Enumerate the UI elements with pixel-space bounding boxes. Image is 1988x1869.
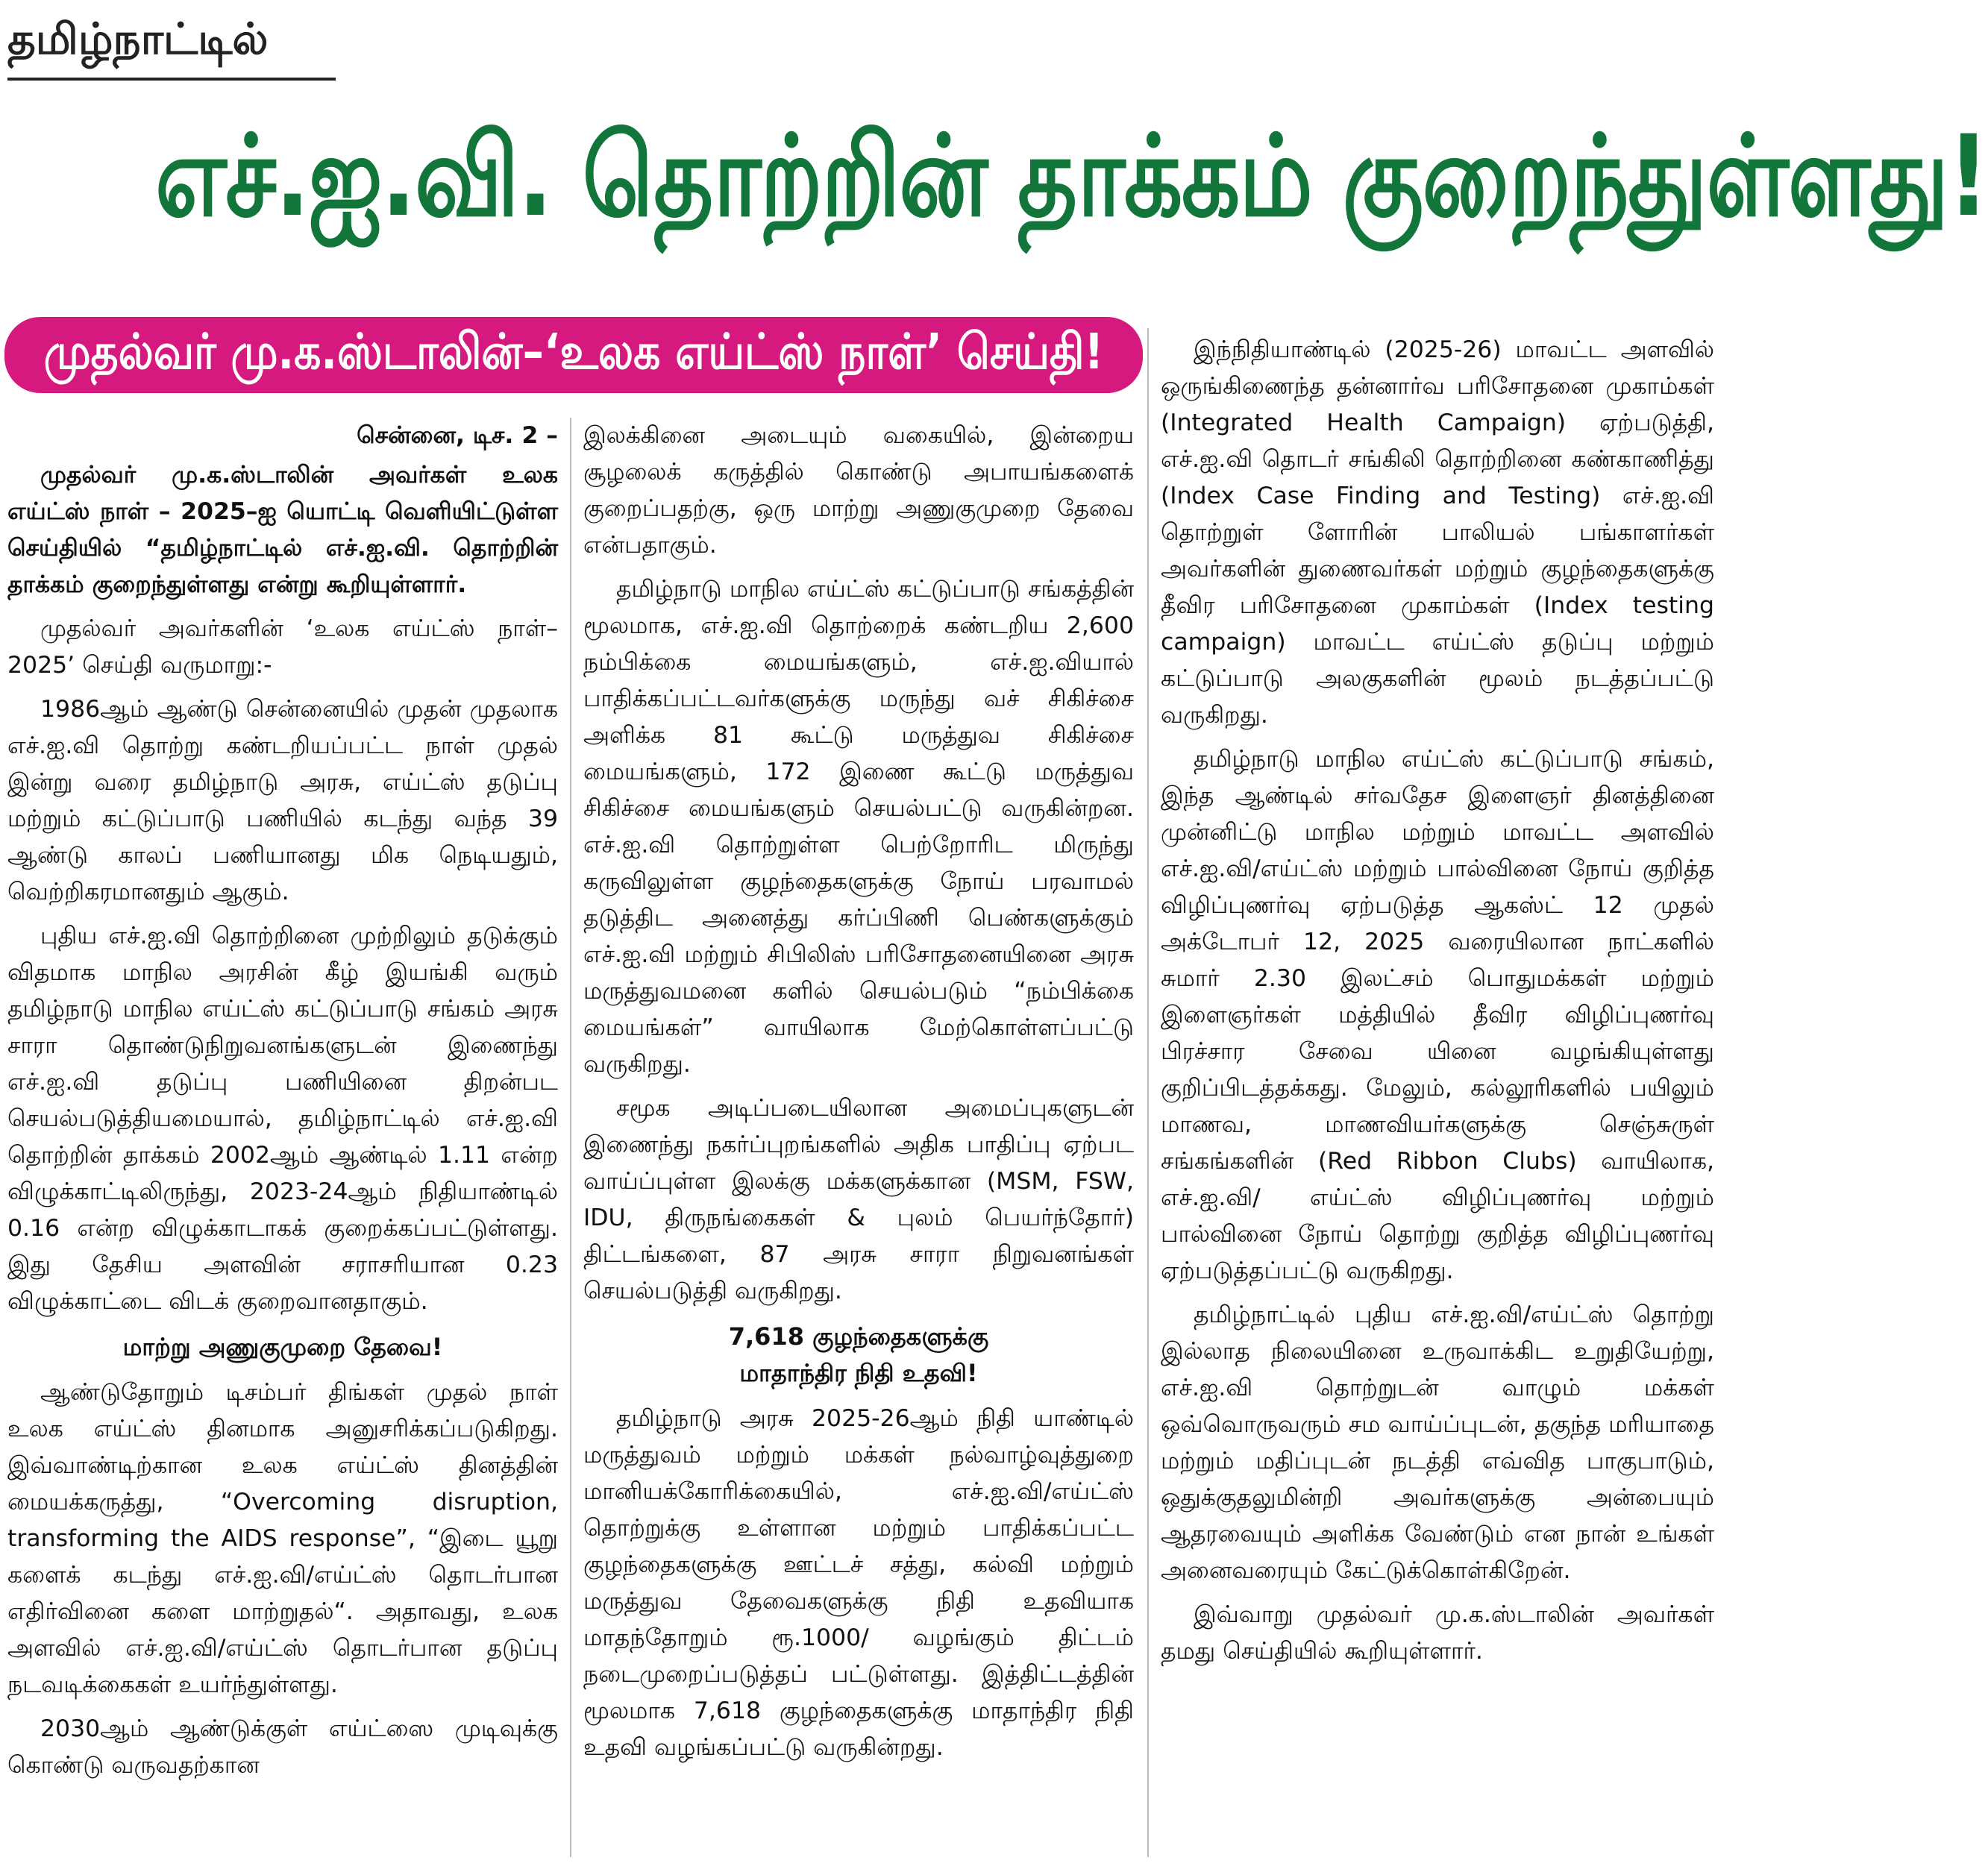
lead-paragraph: முதல்வர் மு.க.ஸ்டாலின் அவர்கள் உலக எய்ட்ஸ் நாள் – 2025–ஐ யொட்டி வெளியிட்டுள்ள செய்தியில் “தமிழ்நாட்டில் எச்.ஐ.வி. தொற்றின் தாக்கம் குறைந்துள்ளது என்று கூறியுள்ளார். [7,462,558,598]
paragraph: தமிழ்நாட்டில் புதிய எச்.ஐ.வி/எய்ட்ஸ் தொற்று இல்லாத நிலையினை உருவாக்கிட உறுதியேற்று, எச்.ஐ.வி தொற்றுடன் வாழும் மக்கள் ஒவ்வொருவரும் சம வாய்ப்புடன், தகுந்த மரியாதை மற்றும் மதிப்புடன் நடத்தி எவ்வித பாகுபாடும், ஒதுக்குதலுமின்றி அவர்களுக்கு அன்பையும் ஆதரவையும் அளிக்க வேண்டும் என நான் உங்கள் அனைவரையும் கேட்டுக்கொள்கிறேன். [1161,1301,1714,1584]
article-column-3 [1161,332,1714,1677]
headline: எச்.ஐ.வி. தொற்றின் தாக்கம் குறைந்துள்ளது! [154,112,1988,242]
paragraph: 1986ஆம் ஆண்டு சென்னையில் முதன் முதலாக எச்.ஐ.வி தொற்று கண்டறியப்பட்ட நாள் முதல் இன்று வரை தமிழ்நாடு அரசு, எய்ட்ஸ் தடுப்பு மற்றும் கட்டுப்பாடு பணியில் கடந்து வந்த 39 ஆண்டு காலப் பணியானது மிக நெடியதும், வெற்றிகரமானதும் ஆகும். [7,696,558,905]
article-column-1 [7,418,558,1791]
paragraph: முதல்வர் அவர்களின் ‘உலக எய்ட்ஸ் நாள்– 2025’ செய்தி வருமாறு:- [7,615,558,679]
section-subhead: மாற்று அணுகுமுறை தேவை! [122,1333,443,1361]
subheadline-banner [4,317,1143,393]
section-kicker: தமிழ்நாட்டில் [7,13,336,81]
dateline: சென்னை, டிச. 2 – [357,422,558,449]
article-column-2 [583,418,1134,1774]
paragraph: 2030ஆம் ஆண்டுக்குள் எய்ட்ஸை முடிவுக்கு கொண்டு வருவதற்கான [7,1715,558,1779]
paragraph: இவ்வாறு முதல்வர் மு.க.ஸ்டாலின் அவர்கள் தமது செய்தியில் கூறியுள்ளார். [1161,1601,1714,1665]
paragraph: தமிழ்நாடு மாநில எய்ட்ஸ் கட்டுப்பாடு சங்கம், இந்த ஆண்டில் சர்வதேச இளைஞர் தினத்தினை முன்னிட்டு மாநில மற்றும் மாவட்ட அளவில் எச்.ஐ.வி/எய்ட்ஸ் மற்றும் பால்வினை நோய் குறித்த விழிப்புணர்வு ஏற்படுத்த ஆகஸ்ட் 12 முதல் அக்டோபர் 12, 2025 வரையிலான நாட்களில் சுமார் 2.30 இலட்சம் பொதுமக்கள் மற்றும் இளைஞர்கள் மத்தியில் தீவிர விழிப்புணர்வு பிரச்சார சேவை யினை வழங்கியுள்ளது குறிப்பிடத்தக்கது. மேலும், கல்லூரிகளில் பயிலும் மாணவ, மாணவியர்களுக்கு செஞ்சுருள் சங்கங்களின் (Red Ribbon Clubs) வாயிலாக, எச்.ஐ.வி/ எய்ட்ஸ் விழிப்புணர்வு மற்றும் பால்வினை நோய் தொற்று குறித்த விழிப்புணர்வு ஏற்படுத்தப்பட்டு வருகிறது. [1161,746,1714,1284]
section-subhead: 7,618 குழந்தைகளுக்கு [728,1322,989,1351]
paragraph: ஆண்டுதோறும் டிசம்பர் திங்கள் முதல் நாள் உலக எய்ட்ஸ் தினமாக அனுசரிக்கப்படுகிறது. இவ்வாண்டிற்கான உலக எய்ட்ஸ் தினத்தின் மையக்கருத்து, “Overcoming disruption, transforming the AIDS response”, “இடை யூறு களைக் கடந்து எச்.ஐ.வி/எய்ட்ஸ் தொடர்பான எதிர்வினை களை மாற்றுதல்“. அதாவது, உலக அளவில் எச்.ஐ.வி/எய்ட்ஸ் தொடர்பான தடுப்பு நடவடிக்கைகள் உயர்ந்துள்ளது. [7,1379,558,1698]
paragraph: தமிழ்நாடு மாநில எய்ட்ஸ் கட்டுப்பாடு சங்கத்தின் மூலமாக, எச்.ஐ.வி தொற்றைக் கண்டறிய 2,600 நம்பிக்கை மையங்களும், எச்.ஐ.வியால் பாதிக்கப்பட்டவர்களுக்கு மருந்து வச் சிகிச்சை அளிக்க 81 கூட்டு மருத்துவ சிகிச்சை மையங்களும், 172 இணை கூட்டு மருத்துவ சிகிச்சை மையங்களும் செயல்பட்டு வருகின்றன. எச்.ஐ.வி தொற்றுள்ள பெற்றோரிட மிருந்து கருவிலுள்ள குழந்தைகளுக்கு நோய் பரவாமல் தடுத்திட அனைத்து கர்ப்பிணி பெண்களுக்கும் எச்.ஐ.வி மற்றும் சிபிலிஸ் பரிசோதனையினை அரசு மருத்துவமனை களில் செயல்படும் “நம்பிக்கை மையங்கள்” வாயிலாக மேற்கொள்ளப்பட்டு வருகிறது. [583,576,1134,1078]
paragraph: புதிய எச்.ஐ.வி தொற்றினை முற்றிலும் தடுக்கும் விதமாக மாநில அரசின் கீழ் இயங்கி வரும் தமிழ்நாடு மாநில எய்ட்ஸ் கட்டுப்பாடு சங்கம் அரசு சாரா தொண்டுநிறுவனங்களுடன் இணைந்து எச்.ஐ.வி தடுப்பு பணியினை திறன்பட செயல்படுத்தியமையால், தமிழ்நாட்டில் எச்.ஐ.வி தொற்றின் தாக்கம் 2002ஆம் ஆண்டில் 1.11 என்ற விழுக்காட்டிலிருந்து, 2023-24ஆம் நிதியாண்டில் 0.16 என்ற விழுக்காடாகக் குறைக்கப்பட்டுள்ளது. இது தேசிய அளவின் சராசரியான 0.23 விழுக்காட்டை விடக் குறைவானதாகும். [7,923,558,1315]
paragraph: இந்நிதியாண்டில் (2025-26) மாவட்ட அளவில் ஒருங்கிணைந்த தன்னார்வ பரிசோதனை முகாம்கள் (Integrated Health Campaign) ஏற்படுத்தி, எச்.ஐ.வி தொடர் சங்கிலி தொற்றினை கண்காணித்து (Index Case Finding and Testing) எச்.ஐ.வி தொற்றுள் ளோரின் பாலியல் பங்காளர்கள் அவர்களின் துணைவர்கள் மற்றும் குழந்தைகளுக்கு தீவிர பரிசோதனை முகாம்கள் (Index testing campaign) மாவட்ட எய்ட்ஸ் தடுப்பு மற்றும் கட்டுப்பாடு அலகுகளின் மூலம் நடத்தப்பட்டு வருகிறது. [1161,336,1714,729]
paragraph: இலக்கினை அடையும் வகையில், இன்றைய சூழலைக் கருத்தில் கொண்டு அபாயங்களைக் குறைப்பதற்கு, ஒரு மாற்று அணுகுமுறை தேவை என்பதாகும். [583,422,1134,559]
section-subhead: மாதாந்திர நிதி உதவி! [739,1359,978,1387]
banner-text: முதல்வர் மு.க.ஸ்டாலின்–‘உலக எய்ட்ஸ் நாள்’ செய்தி! [43,323,1104,380]
paragraph: தமிழ்நாடு அரசு 2025-26ஆம் நிதி யாண்டில் மருத்துவம் மற்றும் மக்கள் நல்வாழ்வுத்துறை மானியக்கோரிக்கையில், எச்.ஐ.வி/எய்ட்ஸ் தொற்றுக்கு உள்ளான மற்றும் பாதிக்கப்பட்ட குழந்தைகளுக்கு ஊட்டச் சத்து, கல்வி மற்றும் மருத்துவ தேவைகளுக்கு நிதி உதவியாக மாதந்தோறும் ரூ.1000/ வழங்கும் திட்டம் நடைமுறைப்படுத்தப் பட்டுள்ளது. இத்திட்டத்தின் மூலமாக 7,618 குழந்தைகளுக்கு மாதாந்திர நிதி உதவி வழங்கப்பட்டு வருகின்றது. [583,1405,1134,1761]
column-divider [570,418,571,1857]
column-divider [1147,328,1149,1857]
paragraph: சமூக அடிப்படையிலான அமைப்புகளுடன் இணைந்து நகர்ப்புறங்களில் அதிக பாதிப்பு ஏற்பட வாய்ப்புள்ள இலக்கு மக்களுக்கான (MSM, FSW, IDU, திருநங்கைகள் & புலம் பெயர்ந்தோர்) திட்டங்களை, 87 அரசு சாரா நிறுவனங்கள் செயல்படுத்தி வருகிறது. [583,1095,1134,1304]
